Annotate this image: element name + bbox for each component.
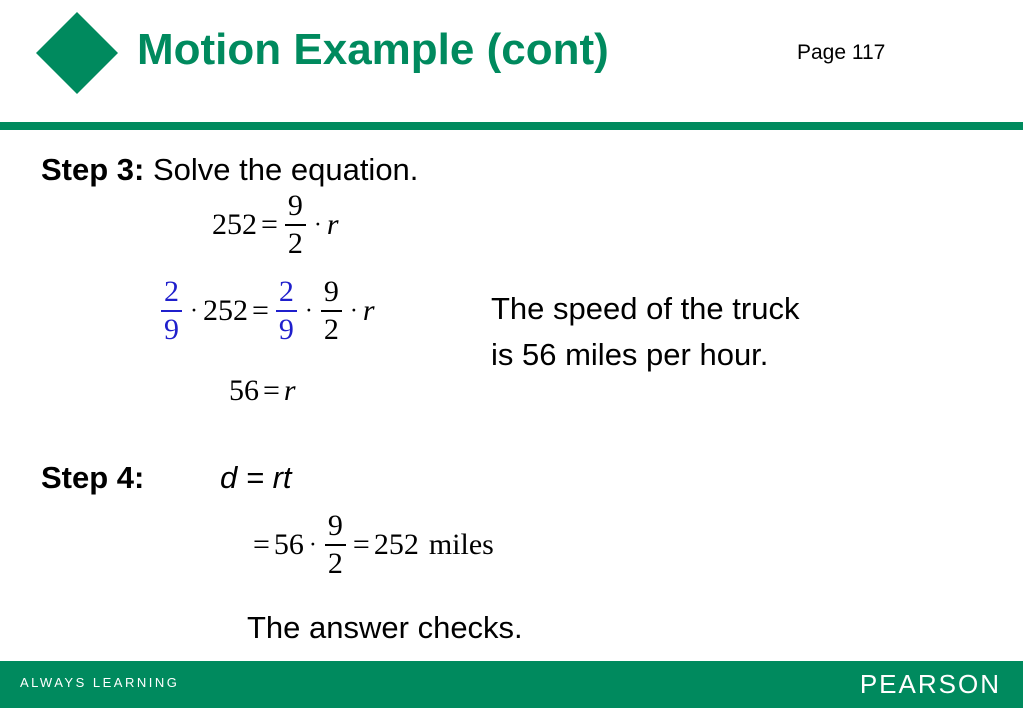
pearson-logo: PEARSON [859,669,1001,699]
equation-2 [158,276,375,346]
equation-3 [229,374,296,408]
eq2-f3-denominator: 2 [323,313,339,346]
diamond-logo-icon [36,12,118,94]
header-divider [0,122,1023,130]
eq1-frac-denominator: 2 [287,227,303,260]
eq2-f2-numerator: 2 [278,275,294,308]
eq4-unit: miles [428,528,494,561]
footer-tagline: ALWAYS LEARNING [20,675,180,690]
eq1-fraction [285,190,306,260]
eq4-fraction [325,510,346,580]
eq2-fraction-right [276,276,297,346]
eq2-f2-denominator: 9 [278,313,294,346]
fraction-bar [321,310,342,312]
multiply-dot-icon: · [190,297,198,324]
eq1-variable: r [326,208,339,241]
equation-1 [212,190,339,260]
step4-label: Step 4: [41,460,145,495]
eq4-value: 56 [273,528,304,561]
eq1-lhs: 252 [212,208,257,241]
step3-text: Solve the equation. [152,152,419,187]
answer-check-text: The answer checks. [247,610,523,645]
speed-answer-line-2: is 56 miles per hour. [491,337,769,372]
multiply-dot-icon: · [349,297,358,324]
multiply-dot-icon: · [308,531,317,558]
eq4-frac-denominator: 2 [327,547,343,580]
step3-label: Step 3: [41,152,145,187]
eq3-lhs: 56 [229,374,259,407]
eq1-frac-numerator: 9 [287,189,303,222]
eq4-frac-numerator: 9 [327,509,343,542]
equation-4 [249,510,494,580]
eq4-equals-1: = [253,528,270,561]
distance-formula: d = rt [220,460,292,495]
step4-heading [41,460,144,496]
fraction-bar [285,224,306,226]
page-title: Motion Example (cont) [137,25,609,74]
eq3-equals: = [263,374,280,407]
speed-answer-line-1: The speed of the truck [491,291,800,326]
speed-answer [491,286,799,378]
eq4-result: 252 [373,528,419,561]
eq2-lhs: 252 [203,294,248,327]
multiply-dot-icon: · [313,211,322,238]
footer-bar [0,661,1023,708]
multiply-dot-icon: · [304,297,313,324]
eq2-fraction-left [161,276,182,346]
fraction-bar [161,310,182,312]
step3-heading [41,152,418,188]
page-number: Page 117 [797,41,886,64]
eq2-fraction-rate [321,276,342,346]
fraction-bar [276,310,297,312]
eq1-equals: = [261,208,278,241]
eq3-variable: r [283,374,296,407]
eq4-equals-2: = [352,528,370,561]
eq2-equals: = [252,294,269,327]
eq2-variable: r [362,294,375,327]
fraction-bar [325,544,346,546]
eq2-f1-numerator: 2 [164,275,179,308]
eq2-f3-numerator: 9 [323,275,339,308]
eq2-f1-denominator: 9 [164,313,179,346]
